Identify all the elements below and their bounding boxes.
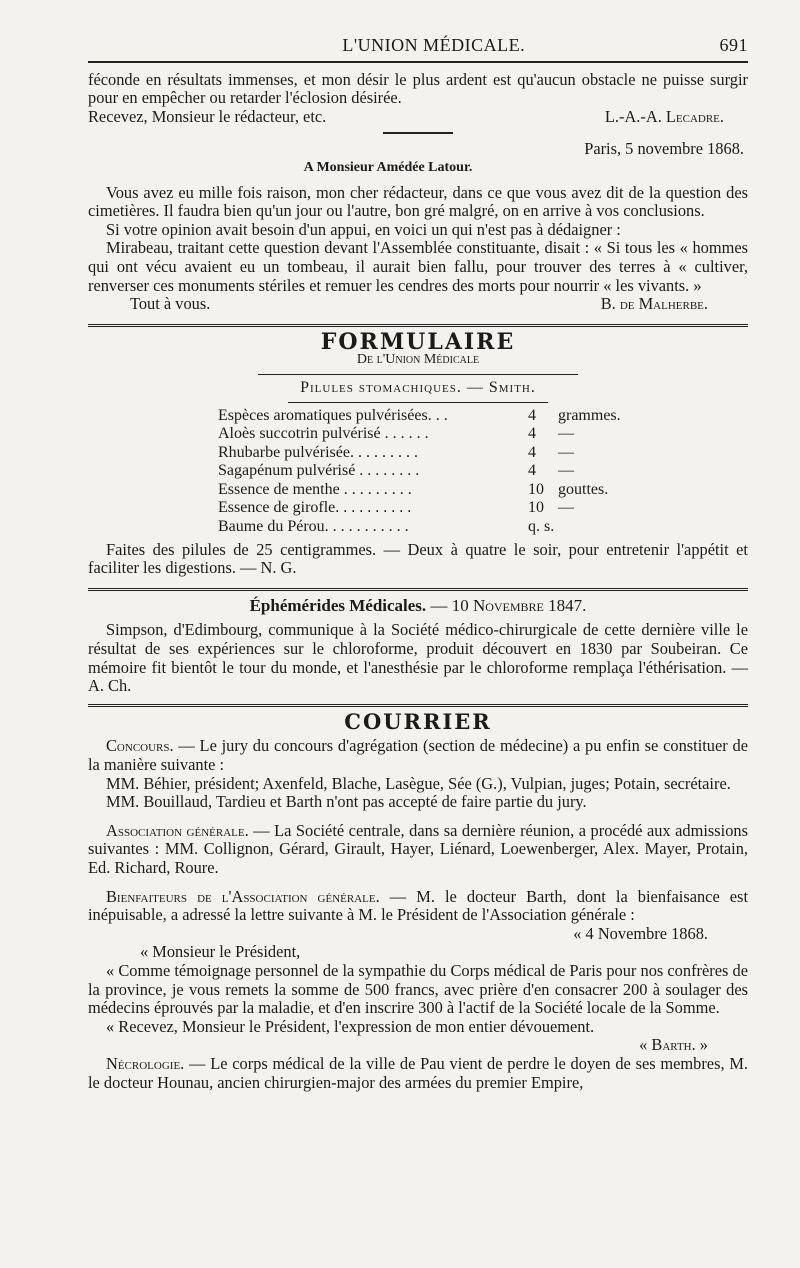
ingredients-table: [218, 407, 621, 537]
jury-declined: MM. Bouillaud, Tardieu et Barth n'ont pas accepté de faire partie du jury.: [106, 792, 587, 812]
ingredient-unit: grammes.: [558, 406, 621, 424]
ingredient-qty: 4: [528, 462, 536, 480]
bienfaiteurs-paragraph: [88, 888, 748, 925]
letter2-addressee: A Monsieur Amédée Latour.: [303, 159, 473, 175]
ingredient-unit: gouttes.: [558, 480, 609, 498]
bienfaiteurs-label: Bienfaiteurs de l'Association générale.: [106, 886, 380, 906]
separator-rule: [383, 132, 453, 134]
concours-paragraph: [88, 737, 748, 774]
formulaire-rule: [258, 374, 578, 375]
ingredient-unit: —: [558, 443, 574, 461]
section-double-rule: [88, 324, 748, 327]
formulaire-subtitle: De l'Union Médicale: [356, 352, 480, 368]
ingredient-name: Sagapénum pulvérisé . . . . . . . .: [218, 462, 420, 480]
concours-text: — Le jury du concours d'agrégation (section de médecine) a pu enfin se constituer de la manière suivante :: [88, 736, 748, 774]
section-double-rule: [88, 588, 748, 591]
ephemerides-text: Simpson, d'Edimbourg, communique à la Société médico-chirurgicale de cette dernière ville le résultat de ses expériences sur le chloroforme, produit découvert en 1830 par Soubeiran. Ce mémoire fit bientôt le tour du monde, et l'anesthésie par le chloroforme remplaça l'éthérisation. — A. Ch.: [88, 620, 748, 696]
recipe-title: Pilules stomachiques. — Smith.: [300, 378, 536, 396]
ingredient-name: Baume du Pérou. . . . . . . . . . .: [218, 518, 409, 536]
ingredient-row: [218, 425, 621, 444]
ingredient-name: Essence de girofle. . . . . . . . . .: [218, 499, 412, 517]
association-label: Association générale.: [106, 820, 249, 840]
barth-letter-date: « 4 Novembre 1868.: [573, 923, 708, 943]
ingredient-name: Espèces aromatiques pulvérisées. . .: [218, 406, 448, 424]
ingredient-qty: 4: [528, 443, 536, 461]
ingredient-qty: 4: [528, 425, 536, 443]
ingredient-unit: [558, 518, 621, 537]
barth-letter-body: « Comme témoignage personnel de la sympathie du Corps médical de Paris pour nos confrères de la province, je vous remets la somme de 500 francs, avec prière d'en consacrer 200 à soulager des médecins éprouvés par la maladie, et d'en inscrire 300 à l'actif de la Société locale de la Somme.: [88, 960, 748, 1018]
concours-label: Concours.: [106, 736, 174, 756]
ingredient-name: Rhubarbe pulvérisée. . . . . . . . .: [218, 443, 418, 461]
letter1-paragraph: féconde en résultats immenses, et mon désir le plus ardent est qu'aucun obstacle ne puisse surgir pour en empêcher ou retarder l'éclosion désirée.: [88, 69, 748, 108]
ingredient-qty: 10: [528, 480, 544, 498]
barth-letter-closing: « Recevez, Monsieur le Président, l'expression de mon entier dévouement.: [106, 1016, 595, 1036]
recipe-rule: [288, 402, 548, 403]
ingredient-row: [218, 518, 621, 537]
letter1-signature: L.-A.-A. Lecadre.: [604, 106, 724, 126]
ingredient-row: [218, 444, 621, 463]
letter2-closing: Tout à vous.: [130, 294, 211, 314]
ingredient-row: [218, 462, 621, 481]
ephemerides-heading: [88, 597, 748, 616]
barth-letter-salutation: « Monsieur le Président,: [140, 942, 301, 962]
bienfaiteurs-text: — M. le docteur Barth, dont la bienfaisance est inépuisable, a adressé la lettre suivante à M. le Président de l'Association générale :: [88, 886, 748, 925]
ingredient-unit: —: [558, 499, 574, 517]
association-paragraph: [88, 822, 748, 878]
letter1-closing: Recevez, Monsieur le rédacteur, etc.: [88, 106, 327, 126]
ingredient-row: [218, 499, 621, 518]
necrologie-text: — Le corps médical de la ville de Pau vient de perdre le doyen de ses membres, M. le docteur Hounau, ancien chirurgien-major des armées du premier Empire,: [88, 1053, 748, 1092]
formulaire-instructions: Faites des pilules de 25 centigrammes. — Deux à quatre le soir, pour entretenir l'appétit et faciliter les digestions. — N. G.: [88, 539, 748, 578]
journal-title: L'UNION MÉDICALE.: [342, 35, 526, 55]
courrier-heading: COURRIER: [344, 708, 492, 734]
ingredient-qty: 4: [528, 406, 536, 424]
letter2-paragraph-3: Mirabeau, traitant cette question devant l'Assemblée constituante, disait : « Si tous les « hommes qui ont vécu avaient eu un tombeau, il aurait bien fallu, pour trouver des terres à « cultiver, renverser ces monuments stériles et remuer les cendres des morts pour nourrir « les vivants. »: [88, 238, 748, 295]
letter2-paragraph-1: Vous avez eu mille fois raison, mon cher rédacteur, dans ce que vous avez dit de la question des cimetières. Il faudra bien qu'un jour ou l'autre, bon gré malgré, on en arrive à vos conclusions.: [88, 182, 748, 221]
section-double-rule: [88, 704, 748, 707]
page-number: 691: [719, 35, 748, 55]
ingredient-qty: q. s.: [528, 518, 555, 536]
running-header: [88, 36, 748, 61]
ephemerides-title: Éphémérides Médicales.: [249, 595, 427, 615]
ingredient-unit: —: [558, 462, 574, 480]
ingredient-row: [218, 481, 621, 500]
letter2-paragraph-2: Si votre opinion avait besoin d'un appui, en voici un qui n'est pas à dédaigner :: [106, 219, 621, 239]
formulaire-heading: FORMULAIRE: [320, 328, 516, 355]
letter2-sign-row: [88, 295, 748, 314]
ephemerides-date: — 10 Novembre 1847.: [430, 595, 587, 615]
ingredient-qty: 10: [528, 499, 544, 517]
letter1-sign-row: [88, 108, 748, 127]
ingredient-unit: —: [558, 425, 574, 443]
ingredient-name: Aloès succotrin pulvérisé . . . . . .: [218, 425, 429, 443]
letter2-dateline: Paris, 5 novembre 1868.: [584, 139, 744, 159]
ingredient-row: [218, 407, 621, 426]
necrologie-label: Nécrologie.: [106, 1053, 185, 1073]
letter2-signature: B. de Malherbe.: [600, 294, 708, 314]
barth-letter-signature: « Barth. »: [639, 1035, 708, 1055]
jury-members: MM. Béhier, président; Axenfeld, Blache, Lasègue, Sée (G.), Vulpian, juges; Potain, secrétaire.: [106, 773, 731, 793]
ingredient-name: Essence de menthe . . . . . . . . .: [218, 480, 412, 498]
necrologie-paragraph: [88, 1055, 748, 1092]
association-text: — La Société centrale, dans sa dernière réunion, a procédé aux admissions suivantes : MM. Collignon, Gérard, Girault, Hayer, Liénard, Loewenberger, Alex. Mayer, Protain, Ed. Richard, Roure.: [88, 820, 748, 877]
